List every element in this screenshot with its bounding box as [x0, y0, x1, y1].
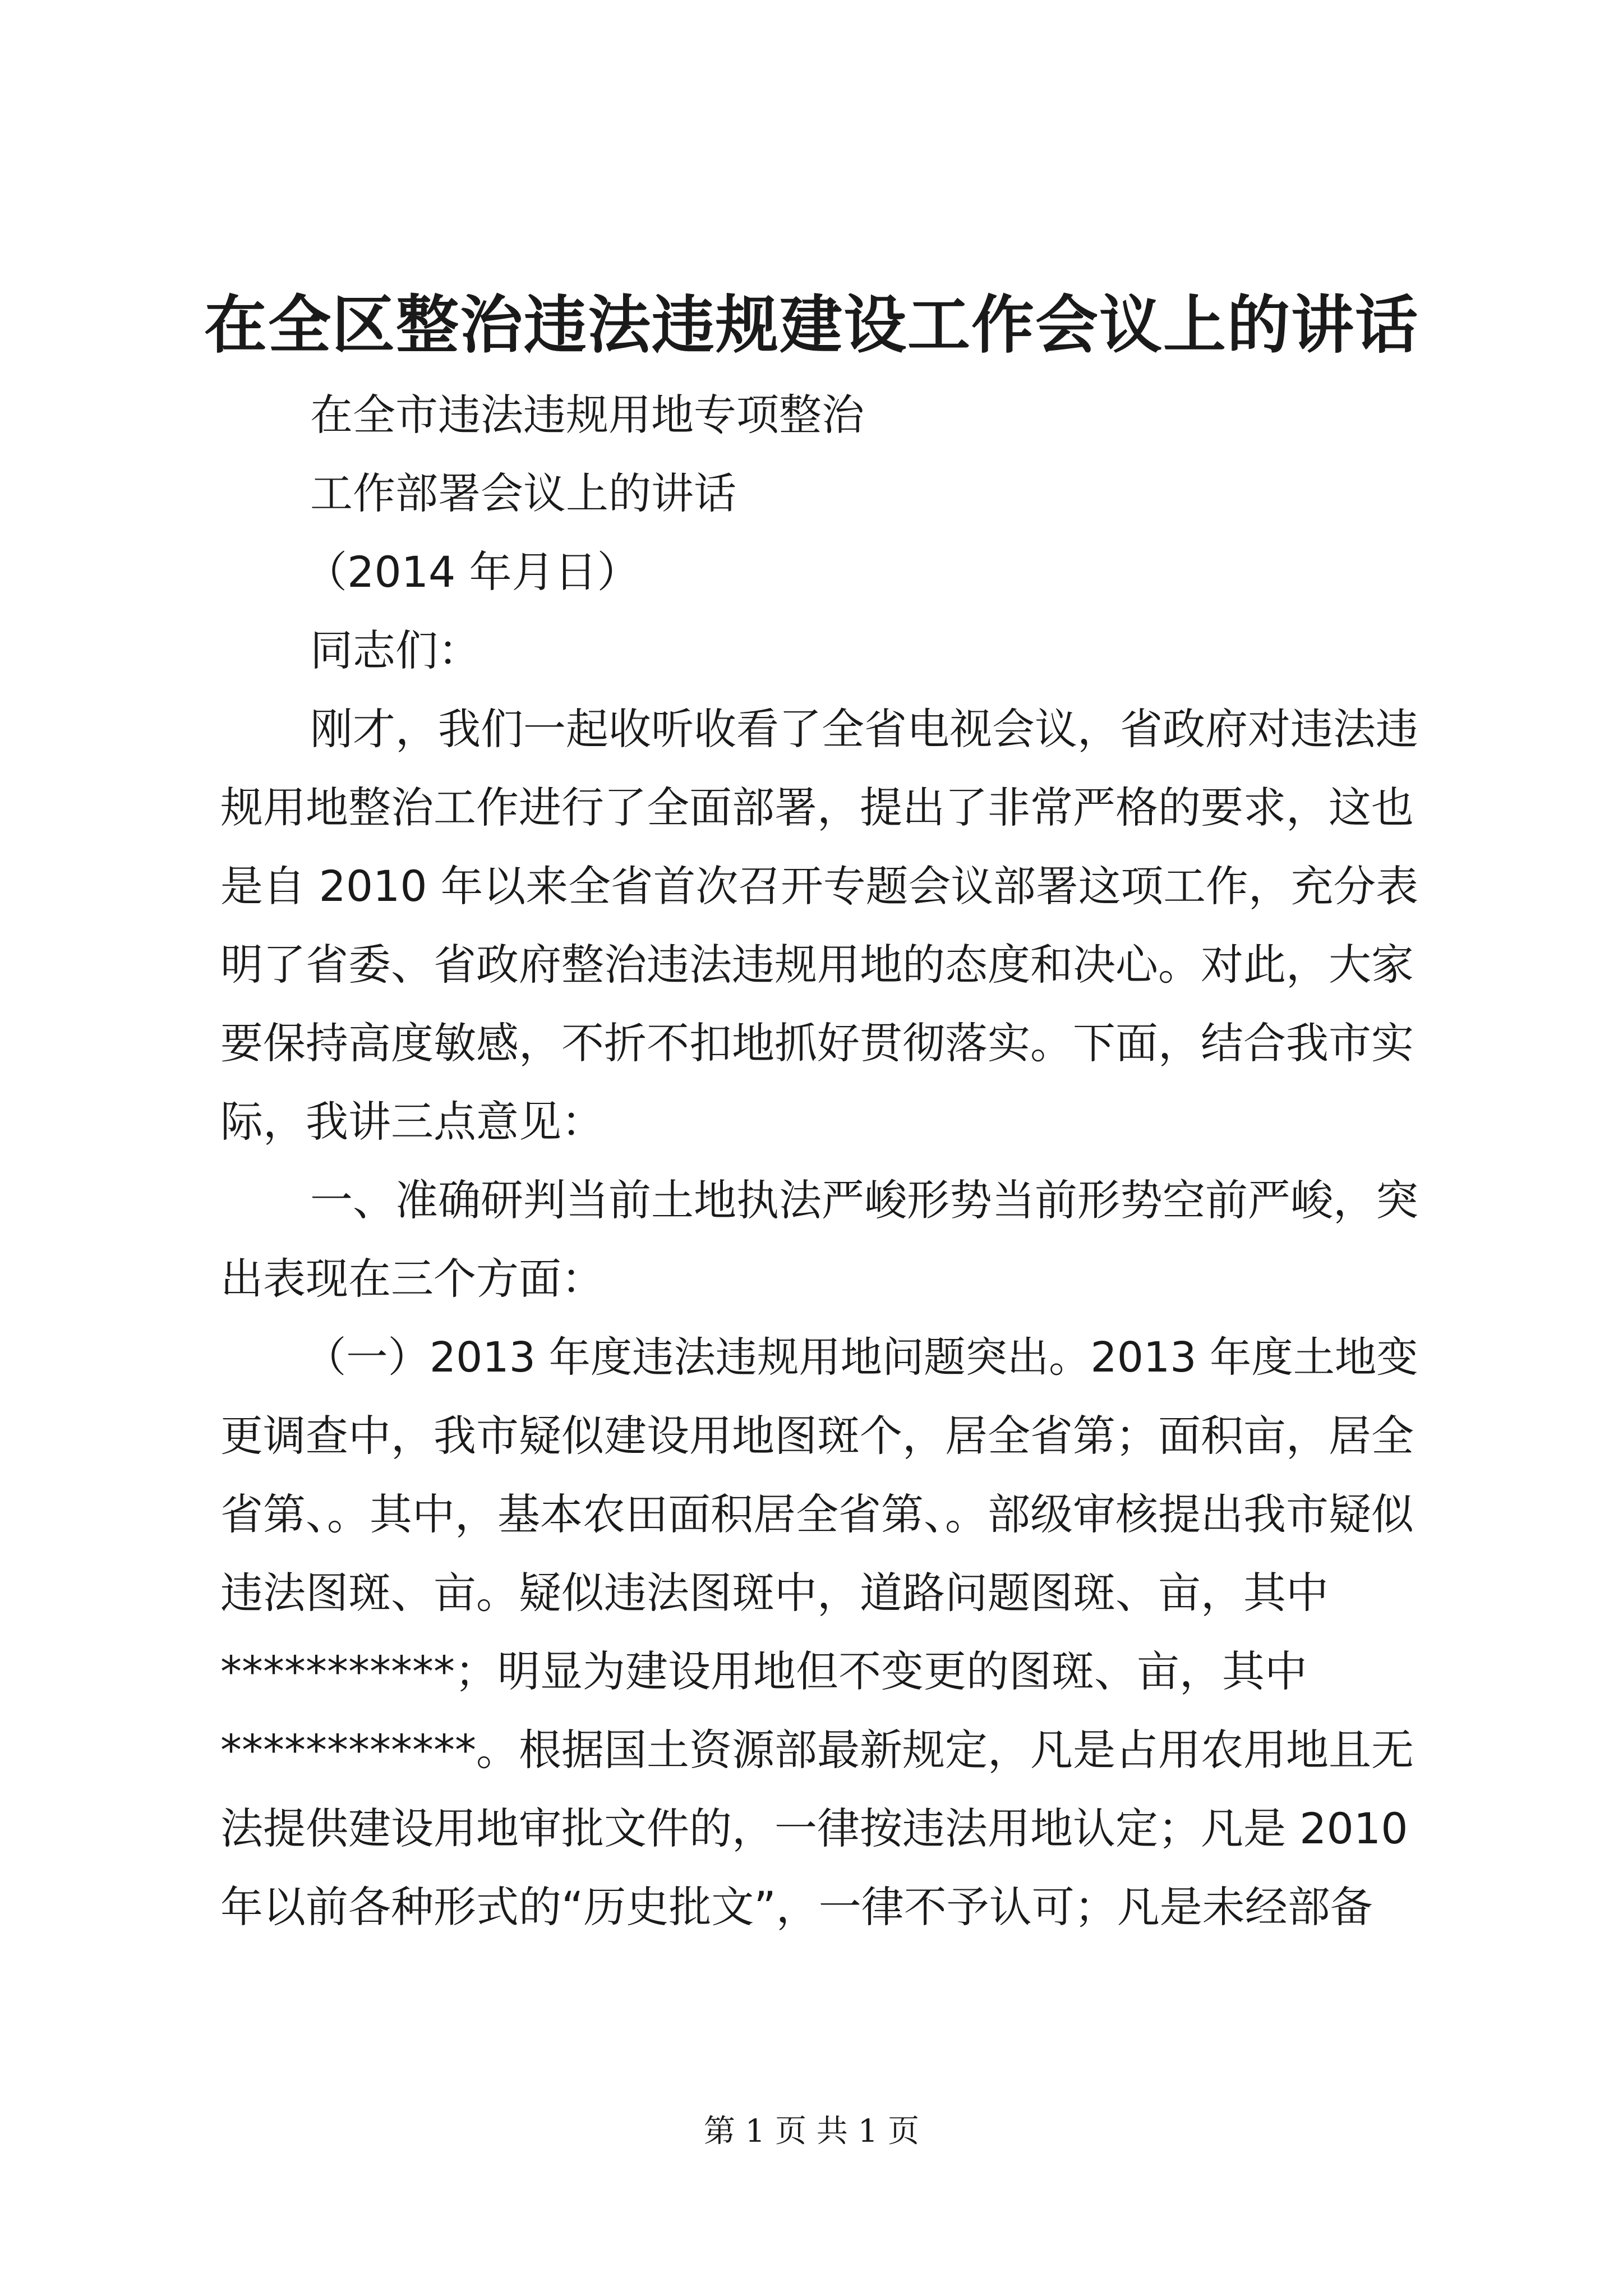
date-line: （2014 年月日） — [305, 547, 640, 597]
paragraph-3-line-1: （一）2013 年度违法违规用地问题突出。2013 年度土地变 — [305, 1333, 1418, 1382]
paragraph-2-line-1: 一、准确研判当前土地执法严峻形势当前形势空前严峻，突 — [310, 1175, 1418, 1225]
paragraph-1-line-3: 是自 2010 年以来全省首次召开专题会议部署这项工作，充分表 — [220, 862, 1419, 911]
document-title: 在全区整治违法违规建设工作会议上的讲话 — [204, 288, 1419, 362]
paragraph-3-line-7: 法提供建设用地审批文件的，一律按违法用地认定；凡是 2010 — [220, 1803, 1408, 1853]
subtitle-line-2: 工作部署会议上的讲话 — [310, 468, 736, 518]
paragraph-3-line-5: ***********；明显为建设用地但不变更的图斑、亩，其中 — [220, 1646, 1307, 1696]
paragraph-3-line-2: 更调查中，我市疑似建设用地图斑个，居全省第；面积亩，居全 — [220, 1411, 1414, 1461]
paragraph-1-line-5: 要保持高度敏感，不折不扣地抓好贯彻落实。下面，结合我市实 — [220, 1018, 1414, 1068]
greeting: 同志们： — [310, 625, 481, 675]
paragraph-3-line-8: 年以前各种形式的“历史批文”，一律不予认可；凡是未经部备 — [220, 1882, 1373, 1932]
paragraph-3-line-6: ************。根据国土资源部最新规定，凡是占用农用地且无 — [220, 1725, 1414, 1775]
page-footer: 第 1 页 共 1 页 — [703, 2113, 920, 2150]
paragraph-2-line-2: 出表现在三个方面： — [220, 1254, 604, 1304]
paragraph-1-line-1: 刚才，我们一起收听收看了全省电视会议，省政府对违法违 — [310, 704, 1418, 754]
paragraph-3-line-3: 省第、。其中，基本农田面积居全省第、。部级审核提出我市疑似 — [220, 1489, 1414, 1539]
paragraph-1-line-2: 规用地整治工作进行了全面部署，提出了非常严格的要求，这也 — [220, 783, 1414, 832]
paragraph-1-line-4: 明了省委、省政府整治违法违规用地的态度和决心。对此，大家 — [220, 940, 1414, 990]
paragraph-3-line-4: 违法图斑、亩。疑似违法图斑中，道路问题图斑、亩，其中 — [220, 1568, 1329, 1618]
paragraph-1-line-6: 际，我讲三点意见： — [220, 1097, 604, 1147]
subtitle-line-1: 在全市违法违规用地专项整治 — [310, 390, 864, 440]
